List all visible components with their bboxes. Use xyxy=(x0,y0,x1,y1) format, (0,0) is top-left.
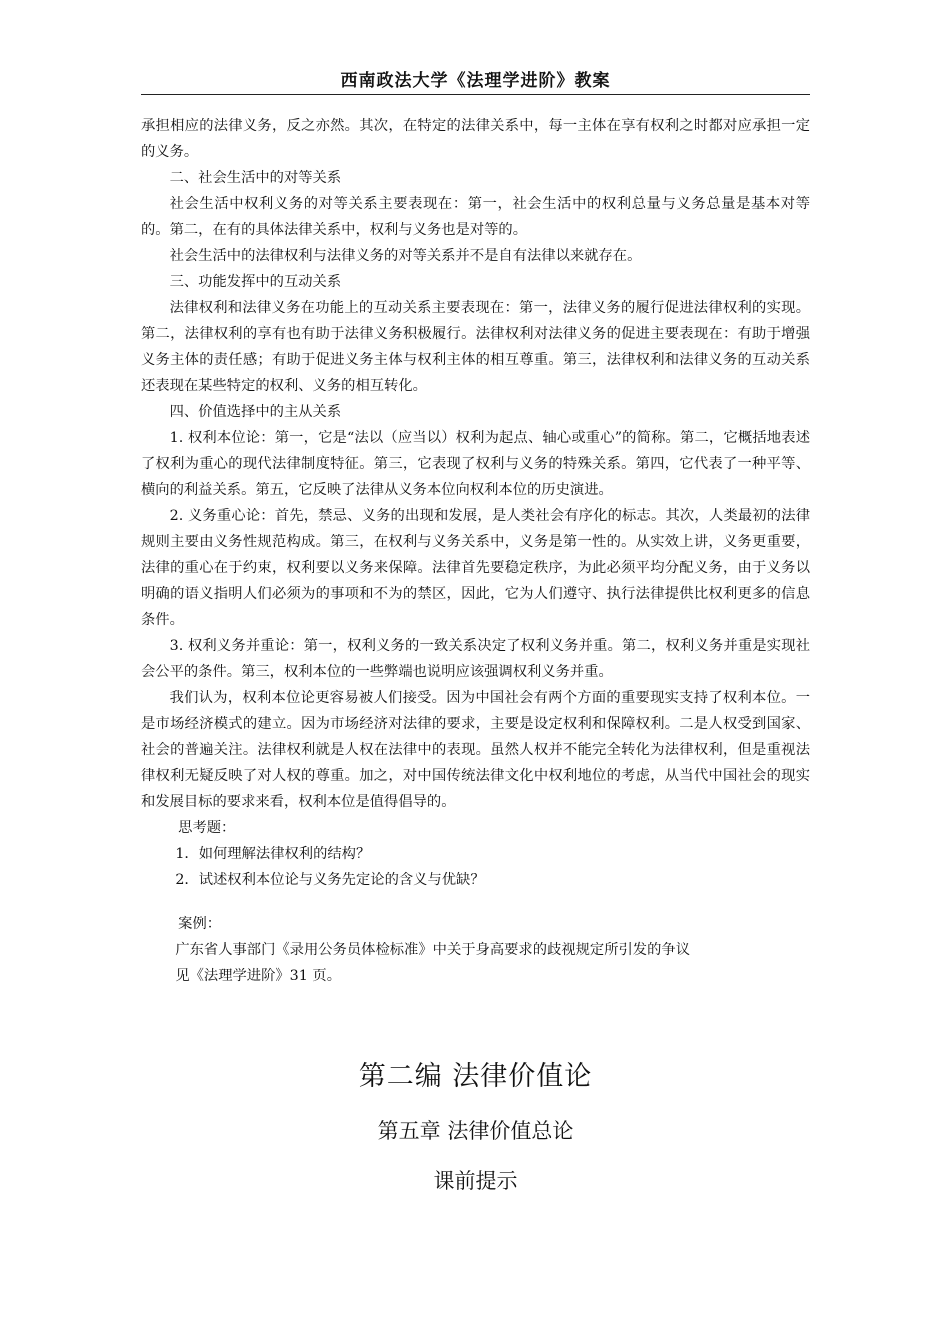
section-heading: 二、社会生活中的对等关系 xyxy=(169,170,342,186)
case-text: 广东省人事部门《录用公务员体检标准》中关于身高要求的歧视规定所引发的争议 xyxy=(175,942,690,958)
section-heading: 四、价值选择中的主从关系 xyxy=(169,404,342,420)
paragraph: 承担相应的法律义务，反之亦然。其次，在特定的法律关系中，每一主体在享有权利之时都对应承担一定的义务。 xyxy=(141,118,810,160)
paragraph: 法律权利和法律义务在功能上的互动关系主要表现在：第一，法律义务的履行促进法律权利的实现。第二，法律权利的享有也有助于法律义务积极履行。法律权利对法律义务的促进主要表现在：有助于增强义务主体的责任感；有助于促进义务主体与权利主体的相互尊重。第三，法律权利和法律义务的互动关系还表现在某些特定的权利、义务的相互转化。 xyxy=(141,300,810,394)
spacer xyxy=(141,893,810,911)
section-heading: 三、功能发挥中的互动关系 xyxy=(169,274,342,290)
chapter-title: 第五章 法律价值总论 xyxy=(377,1119,574,1143)
paragraph: 2. 义务重心论：首先，禁忌、义务的出现和发展，是人类社会有序化的标志。其次，人类最初的法律规则主要由义务性规范构成。第三，在权利与义务关系中，义务是第一性的。从实效上讲，义务更重要，法律的重心在于约束，权利要以义务来保障。法律首先要稳定秩序，为此必须平均分配义务，由于义务以明确的语义指明人们必须为的事项和不为的禁区，因此，它为人们遵守、执行法律提供比权利更多的信息条件。 xyxy=(141,508,810,628)
paragraph: 社会生活中的法律权利与法律义务的对等关系并不是自有法律以来就存在。 xyxy=(169,248,642,264)
case-text: 见《法理学进阶》31 页。 xyxy=(175,968,342,984)
section-title: 课前提示 xyxy=(433,1169,518,1193)
main-content xyxy=(141,113,810,989)
question-item: 1．如何理解法律权利的结构？ xyxy=(175,846,371,862)
paragraph: 社会生活中权利义务的对等关系主要表现在：第一，社会生活中的权利总量与义务总量是基本对等的。第二，在有的具体法律关系中，权利与义务也是对等的。 xyxy=(141,196,810,238)
part-title: 第二编 法律价值论 xyxy=(358,1061,593,1092)
header-rule xyxy=(141,94,810,95)
paragraph: 我们认为，权利本位论更容易被人们接受。因为中国社会有两个方面的重要现实支持了权利本位。一是市场经济模式的建立。因为市场经济对法律的要求，主要是设定权利和保障权利。二是人权受到国家、社会的普遍关注。法律权利就是人权在法律中的表现。虽然人权并不能完全转化为法律权利，但是重视法律权利无疑反映了对人权的尊重。加之，对中国传统法律文化中权利地位的考虑，从当代中国社会的现实和发展目标的要求来看，权利本位是值得倡导的。 xyxy=(141,690,810,810)
paragraph: 1. 权利本位论：第一，它是“法以（应当以）权利为起点、轴心或重心”的简称。第二，它概括地表述了权利为重心的现代法律制度特征。第三，它表现了权利与义务的特殊关系。第四，它代表了一种平等、横向的利益关系。第五，它反映了法律从义务本位向权利本位的历史演进。 xyxy=(141,430,810,498)
questions-title: 思考题： xyxy=(178,820,236,836)
question-item: 2．试述权利本位论与义务先定论的含义与优缺？ xyxy=(175,872,485,888)
case-title: 案例： xyxy=(178,916,222,932)
page-header: 西南政法大学《法理学进阶》教案 xyxy=(340,71,611,91)
paragraph: 3. 权利义务并重论：第一，权利义务的一致关系决定了权利义务并重。第二，权利义务并重是实现社会公平的条件。第三，权利本位的一些弊端也说明应该强调权利义务并重。 xyxy=(141,638,810,680)
